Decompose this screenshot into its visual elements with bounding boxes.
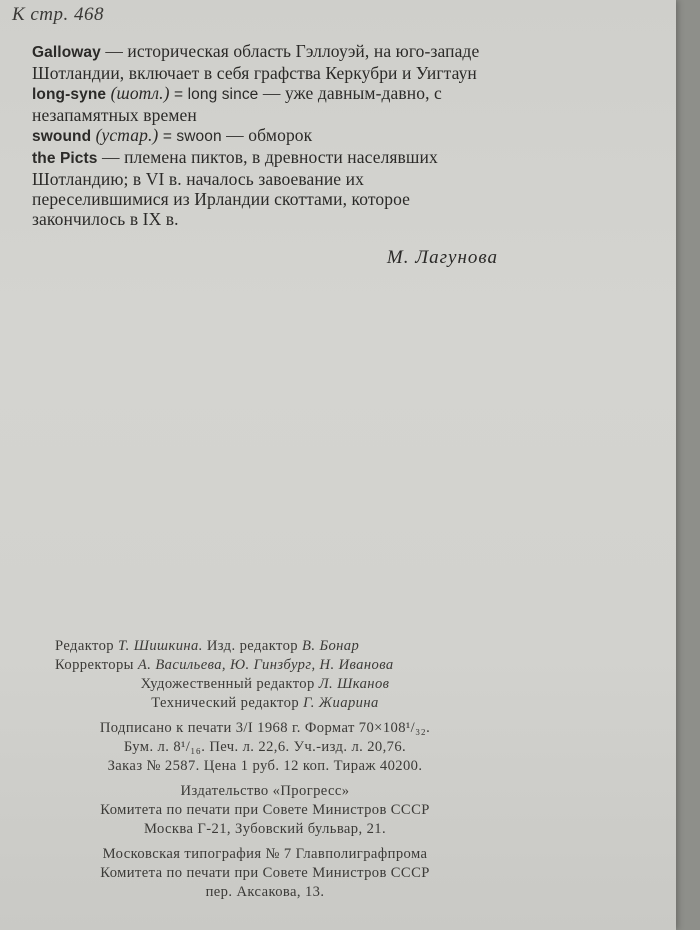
tech-editor-name: Г. Жиарина [303,695,379,711]
art-editor-name: Л. Шканов [318,676,390,692]
note-mark: (шотл.) [106,83,175,103]
tech-editor-label: Технический редактор [151,695,304,711]
note-latin: = swoon [162,128,222,145]
publisher-name: Издательство «Прогресс» [180,783,350,799]
art-editor-label: Художественный редактор [140,676,319,692]
note-long-syne [32,83,500,125]
printer-address: пер. Аксакова, 13. [205,884,325,900]
note-text: — обморок [221,125,313,145]
colophon-tech-editor [55,694,475,713]
colophon-correctors [55,656,475,675]
note-mark: (устар.) [91,125,163,145]
colophon [55,637,475,902]
note-term: swound [32,128,92,145]
note-text: — историческая область Гэллоуэй, на юго-западе Шотландии, включает в себя графства Керкубри и Уигтаун [32,41,480,83]
note-swound [32,125,500,147]
editor-label: Редактор [55,638,119,654]
notes-block [32,41,500,229]
note-galloway [32,41,500,83]
publisher-committee: Комитета по печати при Совете Министров СССР [100,802,430,818]
correctors-label: Корректоры [55,657,138,673]
publisher-address: Москва Г-21, Зубовский бульвар, 21. [143,821,387,837]
paper-line: Бум. л. 8¹/₁₆. Печ. л. 22,6. Уч.-изд. л. 20,76. [123,739,407,755]
note-term: Galloway [32,44,101,61]
note-picts [32,147,500,229]
colophon-art-editor [55,675,475,694]
author-signature: М. Лагунова [386,247,498,268]
correctors-names: А. Васильева, Ю. Гинзбург, Н. Иванова [137,657,394,673]
note-latin: = long since [174,86,259,103]
page-reference: К стр. 468 [12,4,105,25]
note-text: — племена пиктов, в древности населявших Шотландию; в VI в. началось завоевание их переселившимися из Ирландии скоттами, которое закончилось в IX в. [32,147,438,229]
printer-committee: Комитета по печати при Совете Министров СССР [100,865,430,881]
colophon-editors [55,637,475,656]
printer-name: Московская типография № 7 Главполиграфпрома [102,846,428,862]
editor-name: Т. Шишкина. [118,638,203,654]
note-term: long-syne [32,86,107,103]
pub-editor-name: В. Бонар [302,638,360,654]
order-line: Заказ № 2587. Цена 1 руб. 12 коп. Тираж 40200. [107,758,423,774]
note-text: — уже давным-давно, с незапамятных времен [32,83,442,125]
pub-editor-label: Изд. редактор [202,638,303,654]
note-term: the Picts [32,150,98,167]
signed-line: Подписано к печати 3/I 1968 г. Формат 70×108¹/₃₂. [99,720,431,736]
